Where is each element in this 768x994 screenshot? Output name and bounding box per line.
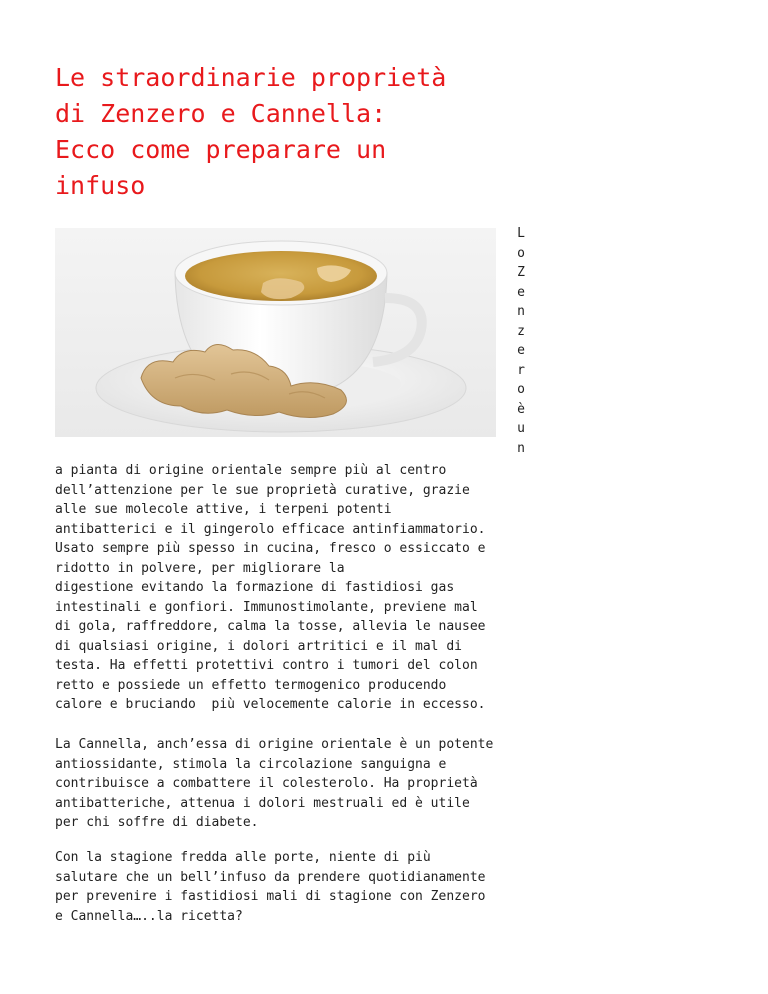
text-line: ridotto in polvere, per migliorare la	[55, 560, 345, 576]
text-line: alle sue molecole attive, i terpeni potenti	[55, 502, 392, 517]
text-line: per prevenire i fastidiosi mali di stagione con Zenzero	[55, 889, 486, 904]
text-line: antibatterici e il gingerolo efficace antinfiammatorio.	[55, 521, 486, 537]
text-line: e Cannella…..la ricetta?	[55, 908, 243, 924]
dropcap-letter: n	[517, 440, 525, 456]
text-line: antiossidante, stimola la circolazione sanguigna e	[55, 756, 447, 772]
vertical-dropcap	[514, 224, 528, 458]
dropcap-letter: o	[517, 245, 525, 261]
paragraph-recipe-intro	[55, 848, 525, 926]
text-line: dell’attenzione per le sue proprietà curative, grazie	[55, 482, 470, 498]
dropcap-letter: Z	[517, 265, 525, 280]
title-line: infuso	[55, 171, 146, 200]
paragraph-ginger	[55, 461, 525, 715]
paragraph-cinnamon	[55, 735, 525, 833]
text-line: salutare che un bell’infuso da prendere quotidianamente	[55, 869, 486, 885]
text-line: Usato sempre più spesso in cucina, fresco o essiccato e	[55, 541, 486, 556]
title-line: Le straordinarie proprietà	[55, 63, 447, 92]
title-line: Ecco come preparare un	[55, 135, 387, 164]
text-line: di qualsiasi origine, i dolori artritici e il mal di	[55, 638, 462, 654]
text-line: calore e bruciando più velocemente calorie in eccesso.	[55, 697, 486, 712]
dropcap-letter: L	[517, 226, 525, 241]
text-line: intestinali e gonfiori. Immunostimolante, previene mal	[55, 599, 478, 615]
dropcap-letter: e	[517, 343, 525, 358]
dropcap-letter: z	[517, 323, 525, 339]
dropcap-letter: n	[517, 304, 525, 319]
text-line: antibatteriche, attenua i dolori mestruali ed è utile	[55, 795, 470, 811]
dropcap-letter: o	[517, 382, 525, 397]
dropcap-letter: u	[517, 421, 525, 436]
ginger-tea-image	[55, 228, 496, 437]
text-line: per chi soffre di diabete.	[55, 815, 259, 830]
title-line: di Zenzero e Cannella:	[55, 99, 387, 128]
article-title	[55, 60, 525, 204]
text-line: retto e possiede un effetto termogenico producendo	[55, 677, 447, 693]
dropcap-letter: e	[517, 284, 525, 300]
dropcap-letter: r	[517, 362, 525, 378]
text-line: testa. Ha effetti protettivi contro i tumori del colon	[55, 658, 478, 673]
text-line: digestione evitando la formazione di fastidiosi gas	[55, 580, 455, 595]
text-line: Con la stagione fredda alle porte, niente di più	[55, 850, 431, 865]
text-line: di gola, raffreddore, calma la tosse, allevia le nausee	[55, 619, 486, 634]
text-line: contribuisce a combattere il colesterolo. Ha proprietà	[55, 776, 478, 791]
text-line: La Cannella, anch’essa di origine orientale è un potente	[55, 737, 494, 752]
text-line: a pianta di origine orientale sempre più al centro	[55, 463, 447, 478]
dropcap-letter: è	[517, 401, 525, 417]
